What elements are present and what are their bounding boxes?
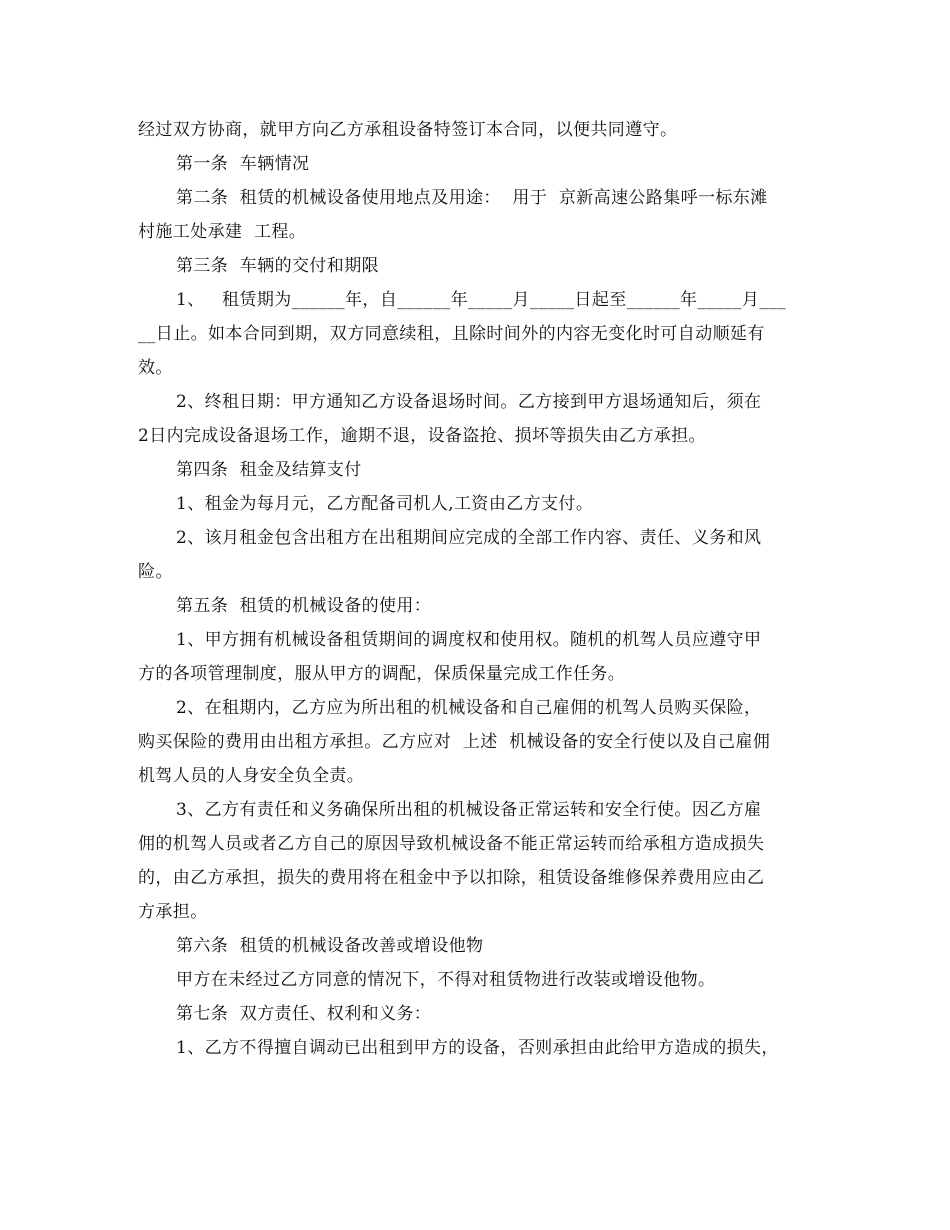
document-body bbox=[138, 113, 818, 1065]
article-3-item-1: 1、 租赁期为______年，自______年_____月_____日起至______年_____月___ bbox=[176, 290, 787, 310]
article-7-heading: 第七条 双方责任、权利和义务： bbox=[176, 1004, 432, 1024]
article-3-heading: 第三条 车辆的交付和期限 bbox=[176, 256, 380, 276]
article-5-item-2-end: 机驾人员的人身安全负全责。 bbox=[138, 766, 365, 786]
article-6-heading: 第六条 租赁的机械设备改善或增设他物 bbox=[176, 936, 484, 956]
article-4-item-1: 1、租金为每月元，乙方配备司机人,工资由乙方支付。 bbox=[176, 494, 594, 514]
article-4-heading: 第四条 租金及结算支付 bbox=[176, 460, 362, 480]
article-5-heading: 第五条 租赁的机械设备的使用： bbox=[176, 596, 432, 616]
article-3-item-1-end: 效。 bbox=[138, 358, 173, 378]
article-1-heading: 第一条 车辆情况 bbox=[176, 154, 310, 174]
article-5-item-3-cont: 佣的机驾人员或者乙方自己的原因导致机械设备不能正常运转而给承租方造成损失 bbox=[138, 834, 765, 854]
article-5-item-3-cont-2: 的，由乙方承担，损失的费用将在租金中予以扣除，租赁设备维修保养费用应由乙 bbox=[138, 868, 765, 888]
article-5-item-1: 1、甲方拥有机械设备租赁期间的调度权和使用权。随机的机驾人员应遵守甲 bbox=[176, 630, 762, 650]
article-5-item-2: 2、在租期内，乙方应为所出租的机械设备和自己雇佣的机驾人员购买保险， bbox=[176, 698, 762, 718]
article-6-text: 甲方在未经过乙方同意的情况下，不得对租赁物进行改装或增设他物。 bbox=[176, 970, 716, 990]
article-2-text: 第二条 租赁的机械设备使用地点及用途： 用于 京新高速公路集呼一标东滩 bbox=[176, 188, 768, 208]
article-5-item-3-end: 方承担。 bbox=[138, 902, 208, 922]
article-3-item-2-cont: 2日内完成设备退场工作，逾期不退，设备盗抢、损坏等损失由乙方承担。 bbox=[138, 426, 707, 446]
article-3-item-2: 2、终租日期：甲方通知乙方设备退场时间。乙方接到甲方退场通知后，须在 bbox=[176, 392, 762, 412]
article-7-item-1: 1、乙方不得擅自调动已出租到甲方的设备，否则承担由此给甲方造成的损失， bbox=[176, 1038, 779, 1058]
article-3-item-1-cont: __日止。如本合同到期，双方同意续租，且除时间外的内容无变化时可自动顺延有 bbox=[138, 324, 765, 344]
article-2-text-cont: 村施工处承建 工程。 bbox=[138, 222, 307, 242]
article-5-item-3: 3、乙方有责任和义务确保所出租的机械设备正常运转和安全行使。因乙方雇 bbox=[176, 800, 762, 820]
article-5-item-1-cont: 方的各项管理制度，服从甲方的调配，保质保量完成工作任务。 bbox=[138, 664, 626, 684]
article-4-item-2-cont: 险。 bbox=[138, 562, 173, 582]
article-4-item-2: 2、该月租金包含出租方在出租期间应完成的全部工作内容、责任、义务和风 bbox=[176, 528, 762, 548]
paragraph-intro: 经过双方协商，就甲方向乙方承租设备特签订本合同，以便共同遵守。 bbox=[138, 120, 678, 140]
article-5-item-2-cont: 购买保险的费用由出租方承担。乙方应对 上述 机械设备的安全行使以及自己雇佣 bbox=[138, 732, 771, 752]
